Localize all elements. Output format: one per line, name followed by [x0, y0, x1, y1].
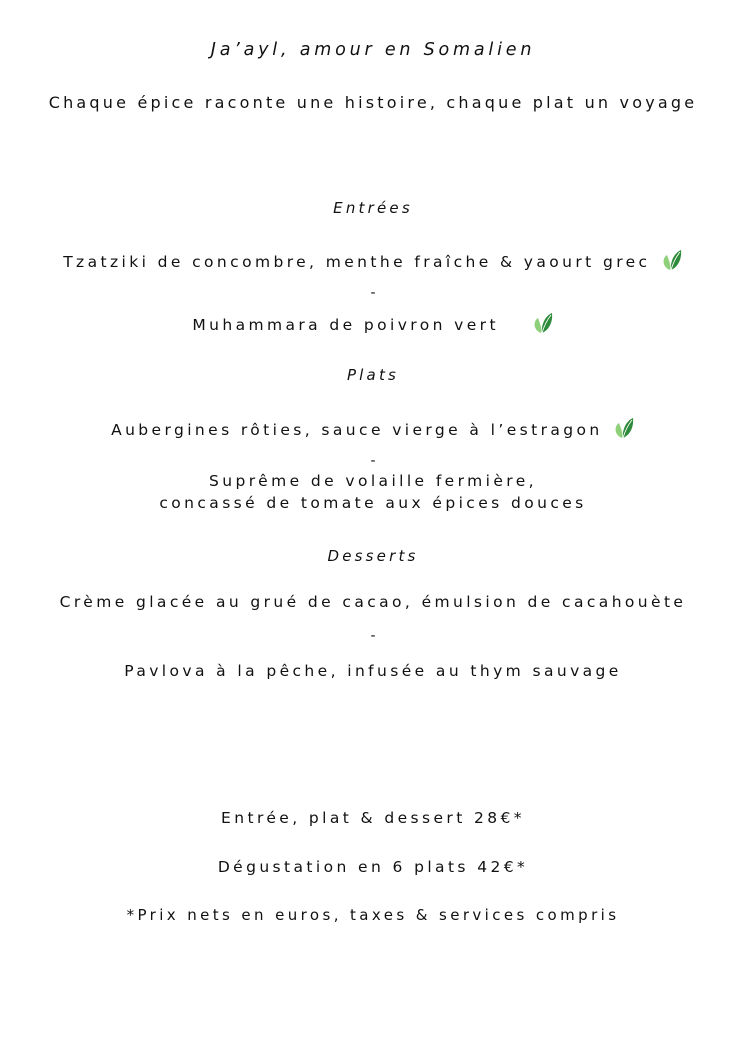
- menu-tagline: Chaque épice raconte une histoire, chaque plat un voyage: [48, 93, 698, 112]
- leaf-icon: [659, 248, 683, 272]
- menu-item-label: Tzatziki de concombre, menthe fraîche & yaourt grec: [63, 253, 651, 271]
- item-separator: -: [370, 628, 376, 644]
- menu-item-creme-glacee: Crème glacée au grué de cacao, émulsion de cacahouète: [59, 593, 687, 611]
- price-tasting: Dégustation en 6 plats 42€*: [217, 858, 529, 876]
- leaf-icon: [611, 416, 635, 440]
- price-formula: Entrée, plat & dessert 28€*: [221, 809, 525, 827]
- menu-item-label: Aubergines rôties, sauce vierge à l’estragon: [111, 421, 603, 439]
- menu-item-muhammara: [0, 311, 746, 335]
- menu-item-volaille-line2: concassé de tomate aux épices douces: [159, 494, 587, 512]
- menu-item-tzatziki: [0, 248, 746, 272]
- section-heading-plats: Plats: [346, 366, 400, 384]
- leaf-icon: [530, 311, 554, 335]
- menu-item-aubergines: [0, 416, 746, 440]
- menu-item-label: Muhammara de poivron vert: [192, 316, 499, 334]
- section-heading-entrees: Entrées: [333, 199, 413, 217]
- item-separator: -: [370, 453, 376, 469]
- menu-item-volaille-line1: Suprême de volaille fermière,: [209, 472, 537, 490]
- menu-title: Ja’ayl, amour en Somalien: [210, 40, 536, 60]
- price-note: *Prix nets en euros, taxes & services compris: [126, 906, 620, 924]
- section-heading-desserts: Desserts: [327, 547, 419, 565]
- item-separator: -: [370, 285, 376, 301]
- menu-item-pavlova: Pavlova à la pêche, infusée au thym sauvage: [124, 662, 622, 680]
